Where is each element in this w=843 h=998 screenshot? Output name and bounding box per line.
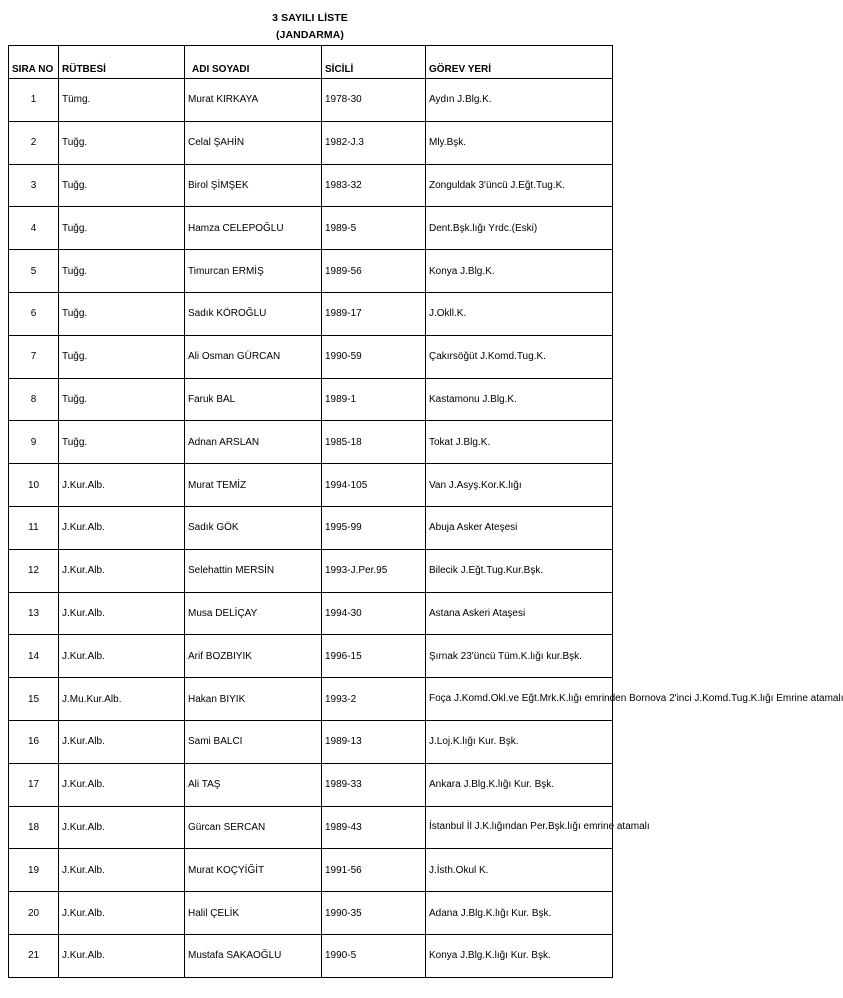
- cell-name: Mustafa SAKAOĞLU: [185, 934, 322, 977]
- header-name: ADI SOYADI: [185, 46, 322, 79]
- document-title: 3 SAYILI LİSTE: [272, 12, 348, 24]
- cell-registry: 1982-J.3: [322, 121, 426, 164]
- cell-name: Ali Osman GÜRCAN: [185, 335, 322, 378]
- cell-name: Ali TAŞ: [185, 763, 322, 806]
- cell-duty: Çakırsöğüt J.Komd.Tug.K.: [426, 335, 613, 378]
- header-duty: GÖREV YERİ: [426, 46, 613, 79]
- cell-duty: J.İsth.Okul K.: [426, 849, 613, 892]
- cell-duty: Aydın J.Blg.K.: [426, 79, 613, 122]
- cell-rank: Tümg.: [59, 79, 185, 122]
- table-row: [9, 250, 613, 293]
- cell-registry: 1990-35: [322, 892, 426, 935]
- cell-name: Murat KIRKAYA: [185, 79, 322, 122]
- table-row: [9, 79, 613, 122]
- cell-rank: Tuğg.: [59, 250, 185, 293]
- cell-name: Gürcan SERCAN: [185, 806, 322, 849]
- table-row: [9, 934, 613, 977]
- cell-no: 18: [9, 806, 59, 849]
- cell-duty: Abuja Asker Ateşesi: [426, 506, 613, 549]
- table-row: [9, 720, 613, 763]
- cell-rank: J.Kur.Alb.: [59, 635, 185, 678]
- cell-no: 20: [9, 892, 59, 935]
- table-row: [9, 678, 613, 721]
- cell-duty: Ankara J.Blg.K.lığı Kur. Bşk.: [426, 763, 613, 806]
- cell-name: Murat TEMİZ: [185, 464, 322, 507]
- cell-rank: Tuğg.: [59, 421, 185, 464]
- cell-name: Murat KOÇYİĞİT: [185, 849, 322, 892]
- cell-registry: 1989-43: [322, 806, 426, 849]
- cell-duty: Foça J.Komd.Okl.ve Eğt.Mrk.K.lığı emrinden Bornova 2'inci J.Komd.Tug.K.lığı Emrine atamalı: [426, 678, 613, 721]
- cell-no: 8: [9, 378, 59, 421]
- cell-registry: 1991-56: [322, 849, 426, 892]
- cell-duty: Konya J.Blg.K.lığı Kur. Bşk.: [426, 934, 613, 977]
- cell-rank: Tuğg.: [59, 335, 185, 378]
- cell-duty: J.Loj.K.lığı Kur. Bşk.: [426, 720, 613, 763]
- table-row: [9, 121, 613, 164]
- cell-name: Birol ŞİMŞEK: [185, 164, 322, 207]
- table-row: [9, 592, 613, 635]
- table-row: [9, 292, 613, 335]
- cell-registry: 1994-105: [322, 464, 426, 507]
- cell-no: 4: [9, 207, 59, 250]
- cell-no: 12: [9, 549, 59, 592]
- cell-registry: 1989-5: [322, 207, 426, 250]
- cell-registry: 1993-2: [322, 678, 426, 721]
- table-row: [9, 549, 613, 592]
- cell-no: 6: [9, 292, 59, 335]
- header-row: [9, 46, 613, 79]
- cell-registry: 1994-30: [322, 592, 426, 635]
- cell-no: 21: [9, 934, 59, 977]
- cell-rank: J.Kur.Alb.: [59, 464, 185, 507]
- table-row: [9, 506, 613, 549]
- cell-duty: Şırnak 23'üncü Tüm.K.lığı kur.Bşk.: [426, 635, 613, 678]
- cell-registry: 1978-30: [322, 79, 426, 122]
- cell-duty: Zonguldak 3'üncü J.Eğt.Tug.K.: [426, 164, 613, 207]
- cell-name: Adnan ARSLAN: [185, 421, 322, 464]
- cell-rank: Tuğg.: [59, 164, 185, 207]
- cell-rank: J.Kur.Alb.: [59, 506, 185, 549]
- document-subtitle: (JANDARMA): [275, 29, 345, 41]
- table-row: [9, 892, 613, 935]
- cell-no: 2: [9, 121, 59, 164]
- table-row: [9, 849, 613, 892]
- cell-name: Celal ŞAHİN: [185, 121, 322, 164]
- cell-registry: 1989-33: [322, 763, 426, 806]
- cell-no: 10: [9, 464, 59, 507]
- cell-registry: 1993-J.Per.95: [322, 549, 426, 592]
- cell-rank: J.Kur.Alb.: [59, 763, 185, 806]
- cell-no: 13: [9, 592, 59, 635]
- table-row: [9, 335, 613, 378]
- cell-registry: 1996-15: [322, 635, 426, 678]
- cell-rank: Tuğg.: [59, 292, 185, 335]
- cell-rank: Tuğg.: [59, 207, 185, 250]
- cell-rank: Tuğg.: [59, 121, 185, 164]
- cell-no: 17: [9, 763, 59, 806]
- cell-registry: 1990-5: [322, 934, 426, 977]
- cell-no: 15: [9, 678, 59, 721]
- cell-registry: 1985-18: [322, 421, 426, 464]
- table-row: [9, 763, 613, 806]
- cell-registry: 1989-1: [322, 378, 426, 421]
- cell-no: 19: [9, 849, 59, 892]
- cell-registry: 1983-32: [322, 164, 426, 207]
- cell-rank: Tuğg.: [59, 378, 185, 421]
- cell-registry: 1989-17: [322, 292, 426, 335]
- cell-name: Selehattin MERSİN: [185, 549, 322, 592]
- cell-rank: J.Kur.Alb.: [59, 549, 185, 592]
- cell-registry: 1990-59: [322, 335, 426, 378]
- cell-rank: J.Kur.Alb.: [59, 720, 185, 763]
- cell-registry: 1989-13: [322, 720, 426, 763]
- cell-name: Musa DELİÇAY: [185, 592, 322, 635]
- cell-duty: Tokat J.Blg.K.: [426, 421, 613, 464]
- cell-no: 11: [9, 506, 59, 549]
- table-row: [9, 464, 613, 507]
- cell-duty: Konya J.Blg.K.: [426, 250, 613, 293]
- cell-no: 5: [9, 250, 59, 293]
- cell-rank: J.Kur.Alb.: [59, 849, 185, 892]
- table-row: [9, 806, 613, 849]
- table-row: [9, 421, 613, 464]
- table-row: [9, 164, 613, 207]
- cell-rank: J.Mu.Kur.Alb.: [59, 678, 185, 721]
- cell-no: 9: [9, 421, 59, 464]
- table-row: [9, 635, 613, 678]
- table-row: [9, 378, 613, 421]
- cell-duty: Astana Askeri Ataşesi: [426, 592, 613, 635]
- cell-duty: Van J.Asyş.Kor.K.lığı: [426, 464, 613, 507]
- header-registry: SİCİLİ: [322, 46, 426, 79]
- personnel-table: [8, 45, 843, 978]
- cell-duty: Adana J.Blg.K.lığı Kur. Bşk.: [426, 892, 613, 935]
- cell-name: Timurcan ERMİŞ: [185, 250, 322, 293]
- header-rank: RÜTBESİ: [59, 46, 185, 79]
- cell-name: Sadık KÖROĞLU: [185, 292, 322, 335]
- cell-registry: 1989-56: [322, 250, 426, 293]
- cell-duty: Bilecik J.Eğt.Tug.Kur.Bşk.: [426, 549, 613, 592]
- cell-name: Hakan BIYIK: [185, 678, 322, 721]
- cell-rank: J.Kur.Alb.: [59, 592, 185, 635]
- cell-no: 7: [9, 335, 59, 378]
- cell-duty: Kastamonu J.Blg.K.: [426, 378, 613, 421]
- cell-no: 1: [9, 79, 59, 122]
- cell-duty: Dent.Bşk.lığı Yrdc.(Eski): [426, 207, 613, 250]
- cell-duty: Mly.Bşk.: [426, 121, 613, 164]
- cell-name: Sami BALCI: [185, 720, 322, 763]
- cell-name: Hamza CELEPOĞLU: [185, 207, 322, 250]
- cell-duty: J.Okll.K.: [426, 292, 613, 335]
- cell-rank: J.Kur.Alb.: [59, 806, 185, 849]
- cell-name: Arif BOZBIYIK: [185, 635, 322, 678]
- cell-duty: İstanbul İl J.K.lığından Per.Bşk.lığı emrine atamalı: [426, 806, 613, 849]
- cell-name: Sadık GÖK: [185, 506, 322, 549]
- table-row: [9, 207, 613, 250]
- cell-registry: 1995-99: [322, 506, 426, 549]
- cell-name: Halil ÇELİK: [185, 892, 322, 935]
- cell-no: 3: [9, 164, 59, 207]
- cell-name: Faruk BAL: [185, 378, 322, 421]
- cell-no: 14: [9, 635, 59, 678]
- header-no: SIRA NO: [9, 46, 59, 79]
- cell-rank: J.Kur.Alb.: [59, 934, 185, 977]
- cell-rank: J.Kur.Alb.: [59, 892, 185, 935]
- cell-no: 16: [9, 720, 59, 763]
